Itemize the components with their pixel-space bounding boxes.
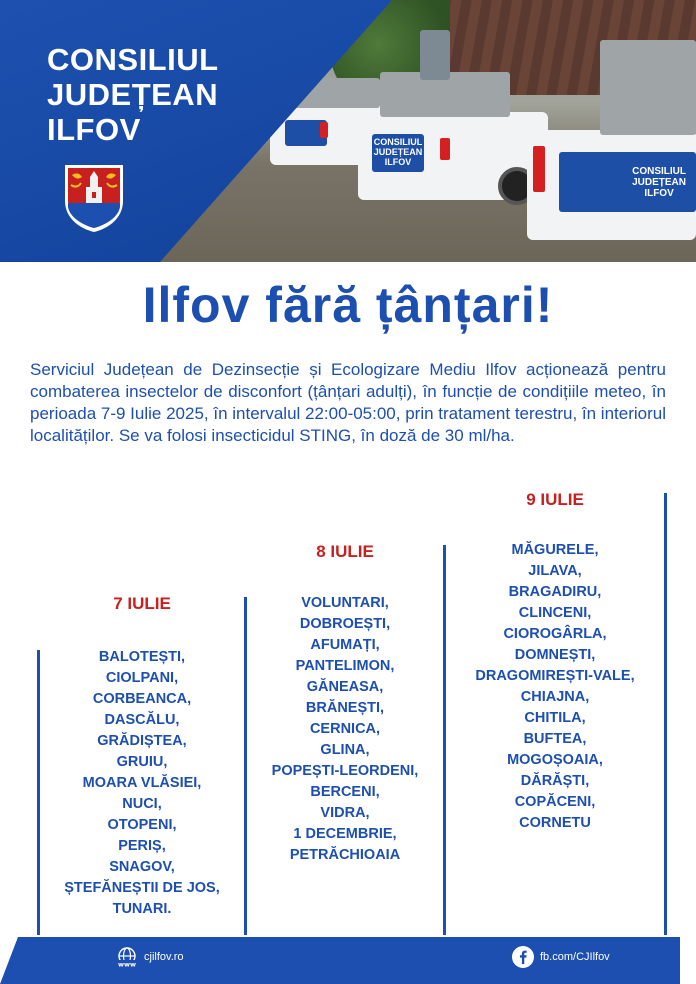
list-item: CIOROGÂRLA, xyxy=(503,626,607,642)
list-item: BALOTEȘTI, xyxy=(98,649,186,665)
announcement-text: Serviciul Județean de Dezinsecție și Ecologizare Mediu Ilfov acționează pentru combaterea insectelor de disconfort (țânțari adulți), în funcție de condițiile meteo, în perioada 7-9 Iulie 2025, în intervalul 22:00-05:00, prin tratament terestru, în interiorul localităților. Se va folosi insecticidul STING, în doză de 30 ml/ha. xyxy=(30,360,666,445)
list-item: DRAGOMIREȘTI-VALE, xyxy=(475,668,635,684)
list-item: CHIAJNA, xyxy=(520,689,590,705)
facebook-label: fb.com/CJIlfov xyxy=(540,951,610,963)
list-item: NUCI, xyxy=(122,796,162,812)
list-item: VOLUNTARI, xyxy=(301,595,389,611)
list-item: GRUIU, xyxy=(116,754,168,770)
www-globe-icon xyxy=(116,946,138,968)
list-item: CORBEANCA, xyxy=(92,691,192,707)
list-item: CLINCENI, xyxy=(518,605,592,621)
day-8-town-list xyxy=(247,593,443,866)
svg-text:www: www xyxy=(117,960,137,968)
list-item: PANTELIMON, xyxy=(295,658,395,674)
truck-door-logo: CONSILIUL JUDEȚEAN ILFOV xyxy=(372,134,424,172)
website-label: cjilfov.ro xyxy=(144,951,184,963)
list-item: BRĂNEȘTI, xyxy=(305,700,385,716)
list-item: CHITILA, xyxy=(524,710,586,726)
page-headline: Ilfov fără țânțari! xyxy=(142,277,554,333)
list-item: TUNARI. xyxy=(112,901,172,917)
website-link[interactable] xyxy=(116,946,184,968)
list-item: POPEȘTI-LEORDENI, xyxy=(271,763,419,779)
list-item: ȘTEFĂNEȘTII DE JOS, xyxy=(64,880,220,896)
day-9-town-list xyxy=(446,540,664,834)
list-item: GRĂDIȘTEA, xyxy=(97,733,187,749)
column-divider xyxy=(664,493,667,935)
day-8-heading: 8 IULIE xyxy=(316,542,374,561)
list-item: DOBROEȘTI, xyxy=(299,616,391,632)
day-7-town-list xyxy=(40,647,244,920)
day-7-heading: 7 IULIE xyxy=(113,594,171,613)
list-item: MOGOȘOAIA, xyxy=(507,752,603,768)
list-item: AFUMAȚI, xyxy=(310,637,380,653)
facebook-icon xyxy=(512,946,534,968)
list-item: MOARA VLĂSIEI, xyxy=(82,775,202,791)
list-item: BERCENI, xyxy=(310,784,380,800)
list-item: COPĂCENI, xyxy=(514,794,596,810)
header-photo: CONSILIUL JUDEȚEAN ILFOV CONSILIUL JUDEȚEAN ILFOV xyxy=(0,0,696,262)
facebook-link[interactable] xyxy=(512,946,610,968)
list-item: PETRĂCHIOAIA xyxy=(289,847,401,863)
coat-of-arms-icon xyxy=(63,163,125,233)
list-item: CIOLPANI, xyxy=(105,670,179,686)
list-item: GLINA, xyxy=(320,742,370,758)
header-banner xyxy=(0,0,696,262)
list-item: PERIȘ, xyxy=(118,838,166,854)
list-item: DASCĂLU, xyxy=(104,712,180,728)
list-item: 1 DECEMBRIE, xyxy=(293,826,397,842)
list-item: OTOPENI, xyxy=(107,817,177,833)
list-item: SNAGOV, xyxy=(109,859,175,875)
list-item: BUFTEA, xyxy=(523,731,587,747)
list-item: MĂGURELE, xyxy=(511,542,599,558)
list-item: CERNICA, xyxy=(309,721,381,737)
council-title: CONSILIUL JUDEȚEAN ILFOV xyxy=(47,42,219,147)
list-item: GĂNEASA, xyxy=(306,679,384,695)
list-item: BRAGADIRU, xyxy=(508,584,602,600)
list-item: JILAVA, xyxy=(528,563,582,579)
list-item: CORNETU xyxy=(519,815,591,831)
list-item: DĂRĂȘTI, xyxy=(520,773,590,789)
day-9-heading: 9 IULIE xyxy=(526,490,584,509)
list-item: DOMNEȘTI, xyxy=(514,647,596,663)
list-item: VIDRA, xyxy=(320,805,370,821)
